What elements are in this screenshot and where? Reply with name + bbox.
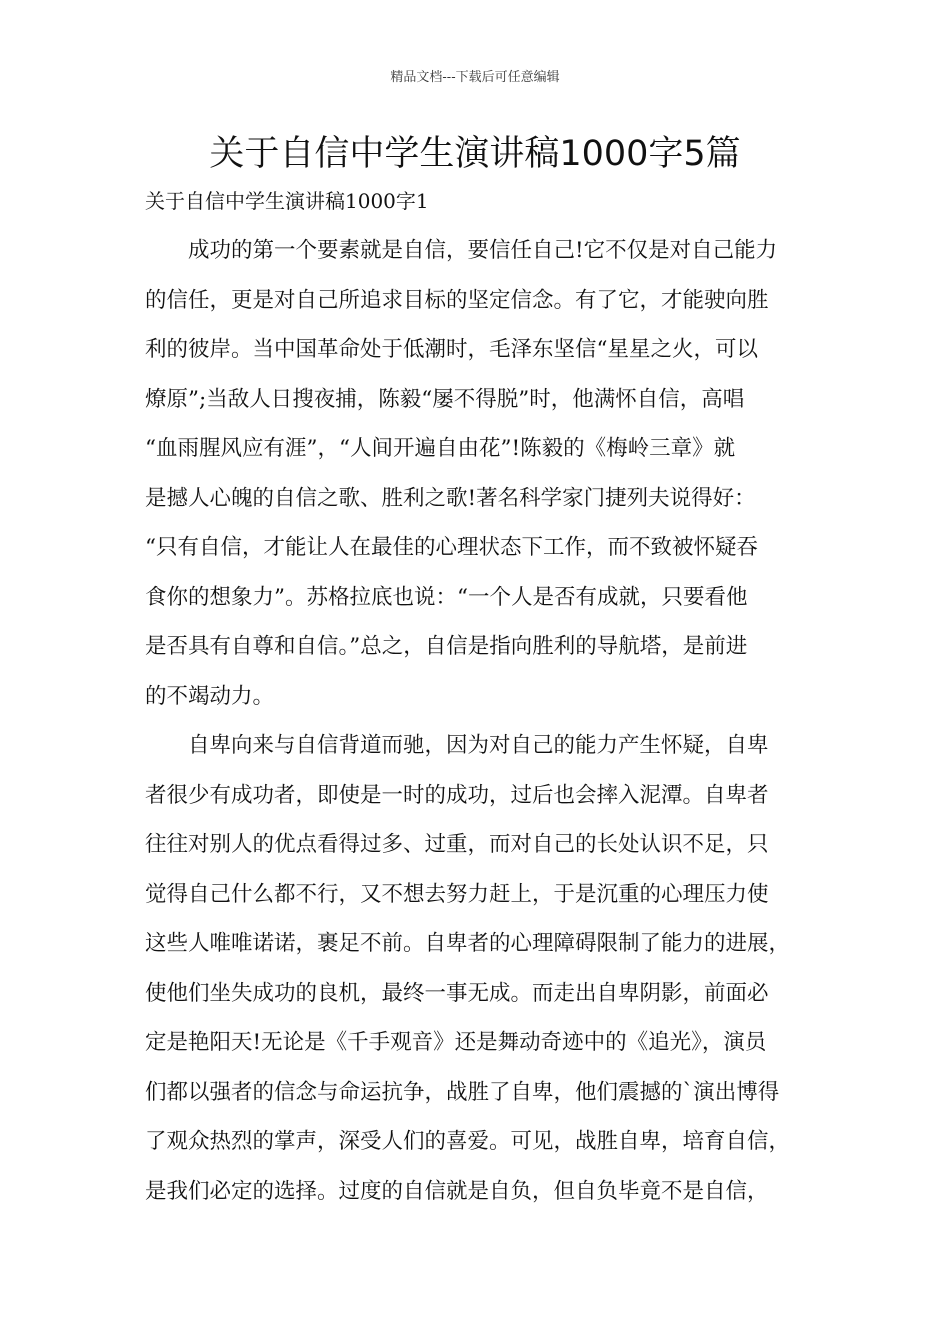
text-line: 燎原”;当敌人日搜夜捕，陈毅“屡不得脱”时，他满怀自信，高唱 [145, 386, 745, 412]
text-line: 这些人唯唯诺诺，裹足不前。自卑者的心理障碍限制了能力的进展， [145, 931, 791, 956]
document-body [145, 226, 835, 1216]
document-title: 关于自信中学生演讲稿1000字5篇 [209, 134, 741, 174]
text-line: 了观众热烈的掌声，深受人们的喜爱。可见，战胜自卑，培育自信， [145, 1129, 791, 1154]
paragraph-2 [145, 721, 835, 1216]
document-header-note: 精品文档---下载后可任意编辑 [390, 70, 560, 85]
text-line: 觉得自己什么都不行，又不想去努力赶上，于是沉重的心理压力使 [145, 881, 769, 907]
text-line: 是否具有自尊和自信。”总之，自信是指向胜利的导航塔，是前进 [145, 634, 748, 659]
text-line: 利的彼岸。当中国革命处于低潮时，毛泽东坚信“星星之火，可以 [145, 337, 758, 362]
text-line: 使他们坐失成功的良机，最终一事无成。而走出自卑阴影，前面必 [145, 980, 769, 1006]
text-line: 的不竭动力。 [145, 683, 275, 709]
text-line: 成功的第一个要素就是自信，要信任自己!它不仅是对自己能力 [188, 238, 778, 263]
text-line: 食你的想象力”。苏格拉底也说：“一个人是否有成就，只要看他 [145, 584, 748, 610]
text-line: 们都以强者的信念与命运抗争，战胜了自卑，他们震撼的`演出博得 [145, 1079, 780, 1105]
text-line: 自卑向来与自信背道而驰，因为对自己的能力产生怀疑，自卑 [188, 733, 769, 758]
text-line: “只有自信，才能让人在最佳的心理状态下工作，而不致被怀疑吞 [145, 535, 758, 560]
text-line: 往往对别人的优点看得过多、过重，而对自己的长处认识不足，只 [145, 832, 769, 857]
section-heading: 关于自信中学生演讲稿1000字1 [145, 189, 429, 213]
text-line: 者很少有成功者，即使是一时的成功，过后也会摔入泥潭。自卑者 [145, 782, 769, 808]
text-line: “血雨腥风应有涯”，“人间开遍自由花”!陈毅的《梅岭三章》就 [145, 436, 736, 461]
text-line: 的信任，更是对自己所追求目标的坚定信念。有了它，才能驶向胜 [145, 287, 769, 313]
text-line: 是撼人心魄的自信之歌、胜利之歌!著名科学家门捷列夫说得好： [145, 485, 756, 511]
paragraph-1 [145, 226, 835, 721]
text-line: 是我们必定的选择。过度的自信就是自负，但自负毕竟不是自信， [145, 1178, 769, 1204]
text-line: 定是艳阳天!无论是《千手观音》还是舞动奇迹中的《追光》，演员 [145, 1030, 767, 1055]
